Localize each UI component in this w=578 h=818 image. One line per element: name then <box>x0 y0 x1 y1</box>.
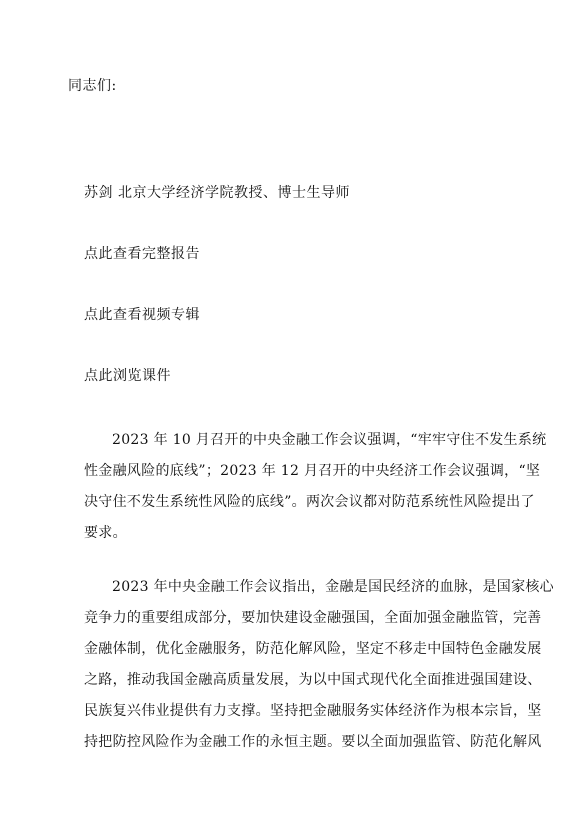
paragraph-line: 民族复兴伟业提供有力支撑。坚持把金融服务实体经济作为根本宗旨，坚 <box>84 703 542 719</box>
paragraph-line: 之路，推动我国金融高质量发展，为以中国式现代化全面推进强国建设、 <box>84 672 542 688</box>
browse-slides-link[interactable]: 点此浏览课件 <box>84 368 171 384</box>
view-video-album-link[interactable]: 点此查看视频专辑 <box>84 307 200 323</box>
paragraph-line: 性金融风险的底线”；2023 年 12 月召开的中央经济工作会议强调，“坚 <box>84 463 541 479</box>
paragraph-line: 2023 年中央金融工作会议指出，金融是国民经济的血脉，是国家核心 <box>112 579 554 595</box>
view-full-report-link[interactable]: 点此查看完整报告 <box>84 246 200 262</box>
salutation: 同志们: <box>68 78 117 94</box>
paragraph-line: 金融体制，优化金融服务，防范化解风险，坚定不移走中国特色金融发展 <box>84 641 542 657</box>
paragraph-2 <box>84 572 554 758</box>
paragraph-1 <box>84 425 547 549</box>
paragraph-line: 竞争力的重要组成部分，要加快建设金融强国，全面加强金融监管，完善 <box>84 610 542 626</box>
paragraph-line: 持把防控风险作为金融工作的永恒主题。要以全面加强监管、防范化解风 <box>84 734 542 750</box>
author-line: 苏剑 北京大学经济学院教授、博士生导师 <box>84 185 350 201</box>
paragraph-line: 决守住不发生系统性风险的底线”。两次会议都对防范系统性风险提出了 <box>84 494 535 510</box>
paragraph-line: 2023 年 10 月召开的中央金融工作会议强调，“牢牢守住不发生系统 <box>112 432 547 448</box>
paragraph-line: 要求。 <box>84 525 127 541</box>
